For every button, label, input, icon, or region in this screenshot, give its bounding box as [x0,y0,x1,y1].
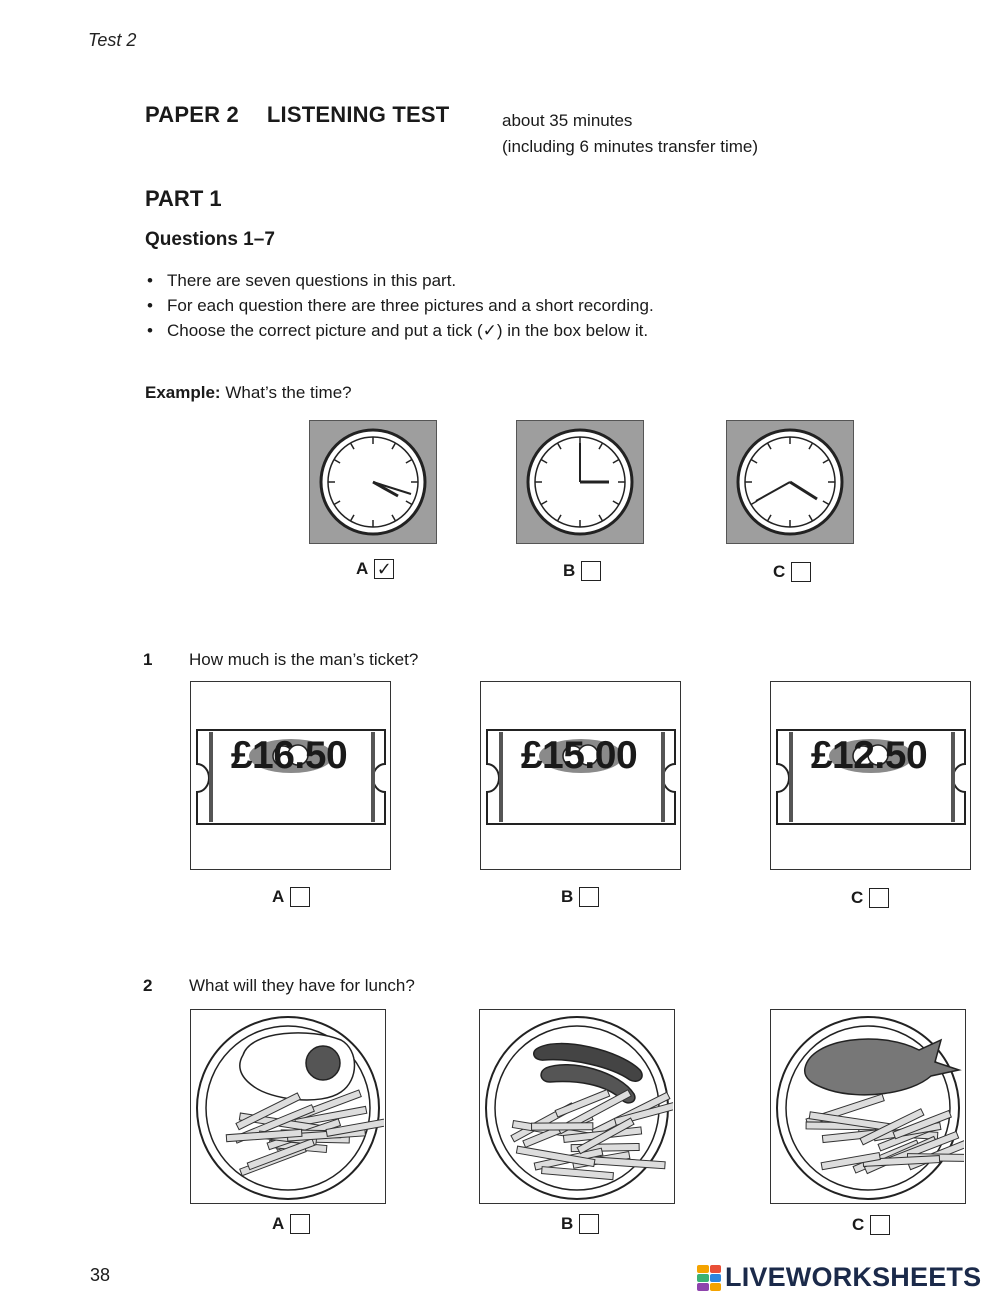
page-number: 38 [90,1265,111,1285]
instructions-list [145,268,654,343]
option-letter: B [561,887,574,906]
question-1-option-a [272,887,310,907]
example-question-text: What’s the time? [225,383,352,402]
transfer-note: (including 6 minutes transfer time) [502,137,759,156]
test-label: Test 2 [88,30,137,50]
egg-and-chips-icon [191,1010,384,1202]
option-letter: B [563,561,576,580]
question-1-option-b [561,887,599,907]
option-letter: A [272,887,285,906]
fish-and-chips-icon [771,1010,964,1202]
paper-number: PAPER 2 [145,102,239,127]
lunch-picture-a [190,1009,386,1204]
tick-box[interactable] [870,1215,890,1235]
example-option-a [356,559,394,579]
ticket-price: £15.00 [520,734,638,777]
question-1-number: 1 [143,650,153,669]
liveworksheets-logo-icon [697,1265,721,1291]
duration-text: about 35 minutes [502,111,633,130]
tick-box[interactable] [290,1214,310,1234]
question-2-number: 2 [143,976,153,995]
tick-box[interactable]: ✓ [374,559,394,579]
ticket-picture-a [190,681,391,870]
brand-name: LIVEWORKSHEETS [725,1262,982,1292]
example-label: Example: [145,383,221,402]
clock-icon [517,421,643,543]
instruction-item: • There are seven questions in this part. [145,268,654,293]
option-letter: A [272,1214,285,1233]
ticket-picture-c [770,681,971,870]
liveworksheets-brand [697,1262,981,1293]
clock-picture-c [726,420,854,544]
tick-box[interactable] [579,887,599,907]
lunch-picture-b [479,1009,675,1204]
question-2-text: What will they have for lunch? [189,976,415,995]
question-1-text: How much is the man’s ticket? [189,650,419,669]
ticket-price: £12.50 [810,734,928,777]
question-2-option-b [561,1214,599,1234]
clock-icon [310,421,436,543]
option-letter: C [851,888,864,907]
ticket-picture-b [480,681,681,870]
clock-picture-b [516,420,644,544]
questions-range: Questions 1–7 [145,229,275,250]
tick-box[interactable] [290,887,310,907]
question-2-option-c [852,1215,890,1235]
example-option-b [563,561,601,581]
tick-box[interactable] [579,1214,599,1234]
example-question [145,383,352,403]
paper-title [145,102,449,128]
paper-name: LISTENING TEST [266,102,450,127]
tick-box[interactable] [869,888,889,908]
option-letter: C [852,1215,865,1234]
tick-box[interactable] [791,562,811,582]
part-title: PART 1 [145,186,222,211]
instruction-item: • Choose the correct picture and put a tick (✓) in the box below it. [145,318,654,343]
clock-icon [727,421,853,543]
sausage-and-chips-icon [480,1010,673,1202]
tick-box[interactable] [581,561,601,581]
paper-duration [502,108,758,160]
clock-picture-a [309,420,437,544]
lunch-picture-c [770,1009,966,1204]
option-letter: C [773,562,786,581]
instruction-item: • For each question there are three pictures and a short recording. [145,293,654,318]
ticket-price: £16.50 [230,734,348,777]
option-letter: A [356,559,369,578]
question-2-option-a [272,1214,310,1234]
example-option-c [773,562,811,582]
question-1-option-c [851,888,889,908]
option-letter: B [561,1214,574,1233]
